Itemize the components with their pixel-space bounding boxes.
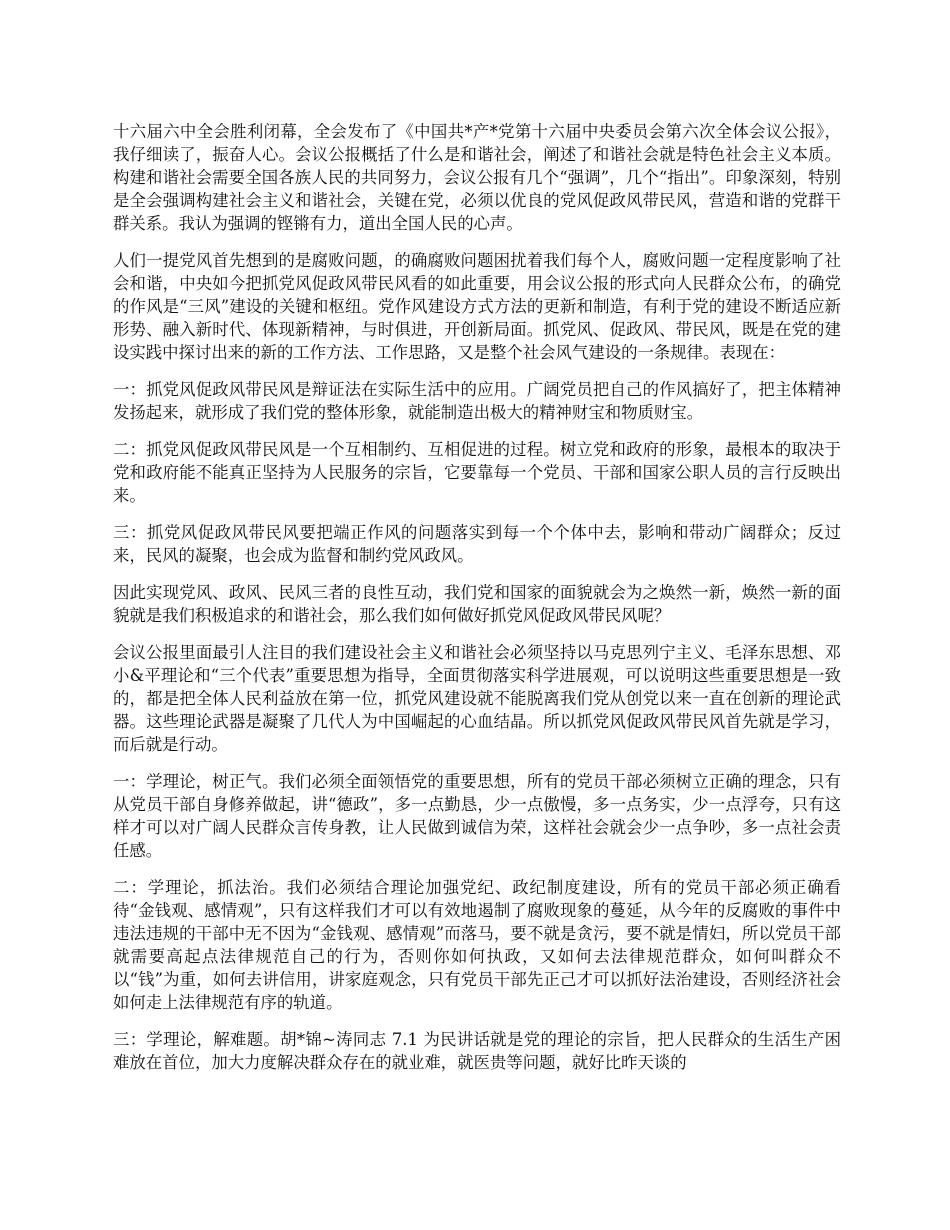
paragraph-2: 人们一提党风首先想到的是腐败问题，的确腐败问题困扰着我们每个人，腐败问题一定程度影响了社会和谐，中央如今把抓党风促政风带民风看的如此重要，用会议公报的形式向人民群众公布，的确党的作风是“三风”建设的关键和枢纽。党作风建设方式方法的更新和制造，有利于党的建设不断适应新形势、融入新时代、体现新精神，与时俱进，开创新局面。抓党风、促政风、带民风，既是在党的建设实践中探讨出来的新的工作方法、工作思路，又是整个社会风气建设的一条规律。表现在： [113, 251, 841, 362]
paragraph-10: 三：学理论，解难题。胡*锦~涛同志 7.1 为民讲话就是党的理论的宗旨，把人民群众的生活生产困难放在首位，加大力度解决群众存在的就业难，就医贵等问题，就好比昨天谈的 [113, 1030, 841, 1072]
paragraph-3: 一：抓党风促政风带民风是辩证法在实际生活中的应用。广阔党员把自己的作风搞好了，把主体精神发扬起来，就形成了我们党的整体形象，就能制造出极大的精神财宝和物质财宝。 [113, 380, 841, 422]
paragraph-1: 十六届六中全会胜利闭幕，全会发布了《中国共*产*党第十六届中央委员会第六次全体会议公报》，我仔细读了，振奋人心。会议公报概括了什么是和谐社会，阐述了和谐社会就是特色社会主义本质。构建和谐社会需要全国各族人民的共同努力，会议公报有几个“强调”，几个“指出”。印象深刻，特别是全会强调构建社会主义和谐社会，关键在党，必须以优良的党风促政风带民风，营造和谐的党群干群关系。我认为强调的铿锵有力，道出全国人民的心声。 [113, 122, 841, 233]
paragraph-5: 三：抓党风促政风带民风要把端正作风的问题落实到每一个个体中去，影响和带动广阔群众；反过来，民风的凝聚，也会成为监督和制约党风政风。 [113, 523, 841, 565]
paragraph-4: 二：抓党风促政风带民风是一个互相制约、互相促进的过程。树立党和政府的形象，最根本的取决于党和政府能不能真正坚持为人民服务的宗旨，它要靠每一个党员、干部和国家公职人员的言行反映出来。 [113, 440, 841, 505]
paragraph-7: 会议公报里面最引人注目的我们建设社会主义和谐社会必须坚持以马克思列宁主义、毛泽东思想、邓小&平理论和“三个代表”重要思想为指导，全面贯彻落实科学进展观，可以说明这些重要思想是一致的，都是把全体人民利益放在第一位，抓党风建设就不能脱离我们党从创党以来一直在创新的理论武器。这些理论武器是凝聚了几代人为中国崛起的心血结晶。所以抓党风促政风带民风首先就是学习，而后就是行动。 [113, 643, 841, 754]
paragraph-8: 一：学理论，树正气。我们必须全面领悟党的重要思想，所有的党员干部必须树立正确的理念，只有从党员干部自身修养做起，讲“德政”，多一点勤恳，少一点傲慢，多一点务实，少一点浮夸，只有这样才可以对广阔人民群众言传身教，让人民做到诚信为荣，这样社会就会少一点争吵，多一点社会责任感。 [113, 772, 841, 860]
paragraph-6: 因此实现党风、政风、民风三者的良性互动，我们党和国家的面貌就会为之焕然一新，焕然一新的面貌就是我们积极追求的和谐社会，那么我们如何做好抓党风促政风带民风呢？ [113, 583, 841, 625]
paragraph-9: 二：学理论，抓法治。我们必须结合理论加强党纪、政纪制度建设，所有的党员干部必须正确看待“金钱观、感情观”，只有这样我们才可以有效地遏制了腐败现象的蔓延，从今年的反腐败的事件中违法违规的干部中无不因为“金钱观、感情观”而落马，要不就是贪污，要不就是情妇，所以党员干部就需要高起点法律规范自己的行为，否则你如何执政，又如何去法律规范群众，如何叫群众不以“钱”为重，如何去讲信用，讲家庭观念，只有党员干部先正己才可以抓好法治建设，否则经济社会如何走上法律规范有序的轨道。 [113, 878, 841, 1012]
document-body [113, 120, 841, 1088]
